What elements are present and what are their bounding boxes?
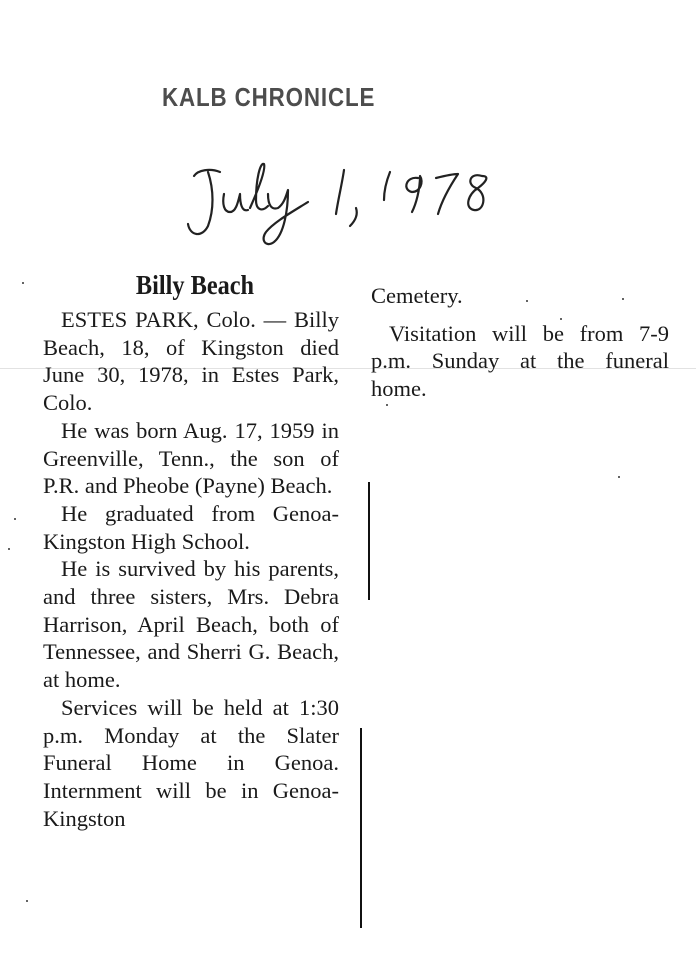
paragraph-text: He graduated from Genoa-Kingston High School. [43, 500, 339, 554]
column-rule [368, 482, 370, 600]
obituary-headline: Billy Beach [135, 270, 255, 300]
column-rule [360, 728, 362, 928]
paragraph-text: He was born Aug. 17, 1959 in Greenville, Tenn., the son of P.R. and Pheobe (Payne) Beach. [43, 417, 339, 499]
obituary-paragraph [43, 694, 339, 833]
obituary-right-column [371, 282, 669, 403]
paragraph-text: Visitation will be from 7-9 p.m. Sunday at the funeral home. [371, 320, 669, 402]
obituary-paragraph [43, 417, 339, 500]
scan-speck [26, 900, 28, 902]
scan-speck [622, 298, 624, 300]
obituary-left-column [43, 306, 339, 832]
scan-speck [22, 282, 24, 284]
obituary-paragraph [371, 282, 669, 310]
scan-speck [386, 404, 388, 406]
obituary-paragraph [371, 320, 669, 403]
scan-speck [618, 476, 620, 478]
obituary-paragraph [43, 500, 339, 555]
paragraph-text: Services will be held at 1:30 p.m. Monday at the Slater Funeral Home in Genoa. Internment will be in Genoa-Kingston [43, 694, 339, 831]
handwritten-date [180, 150, 510, 250]
scan-speck [560, 318, 562, 320]
obituary-paragraph [43, 306, 339, 417]
paragraph-text: Cemetery. [371, 283, 463, 308]
paragraph-text: ESTES PARK, Colo. — Billy Beach, 18, of Kingston died June 30, 1978, in Estes Park, Colo. [43, 307, 339, 416]
scan-speck [14, 518, 16, 520]
obituary-paragraph [43, 555, 339, 694]
paragraph-text: He is survived by his parents, and three sisters, Mrs. Debra Harrison, April Beach, both of Tennessee, and Sherri G. Beach, at home. [43, 556, 339, 693]
newspaper-stamp: KALB CHRONICLE [162, 82, 376, 112]
scan-speck [8, 548, 10, 550]
scan-speck [526, 300, 528, 302]
